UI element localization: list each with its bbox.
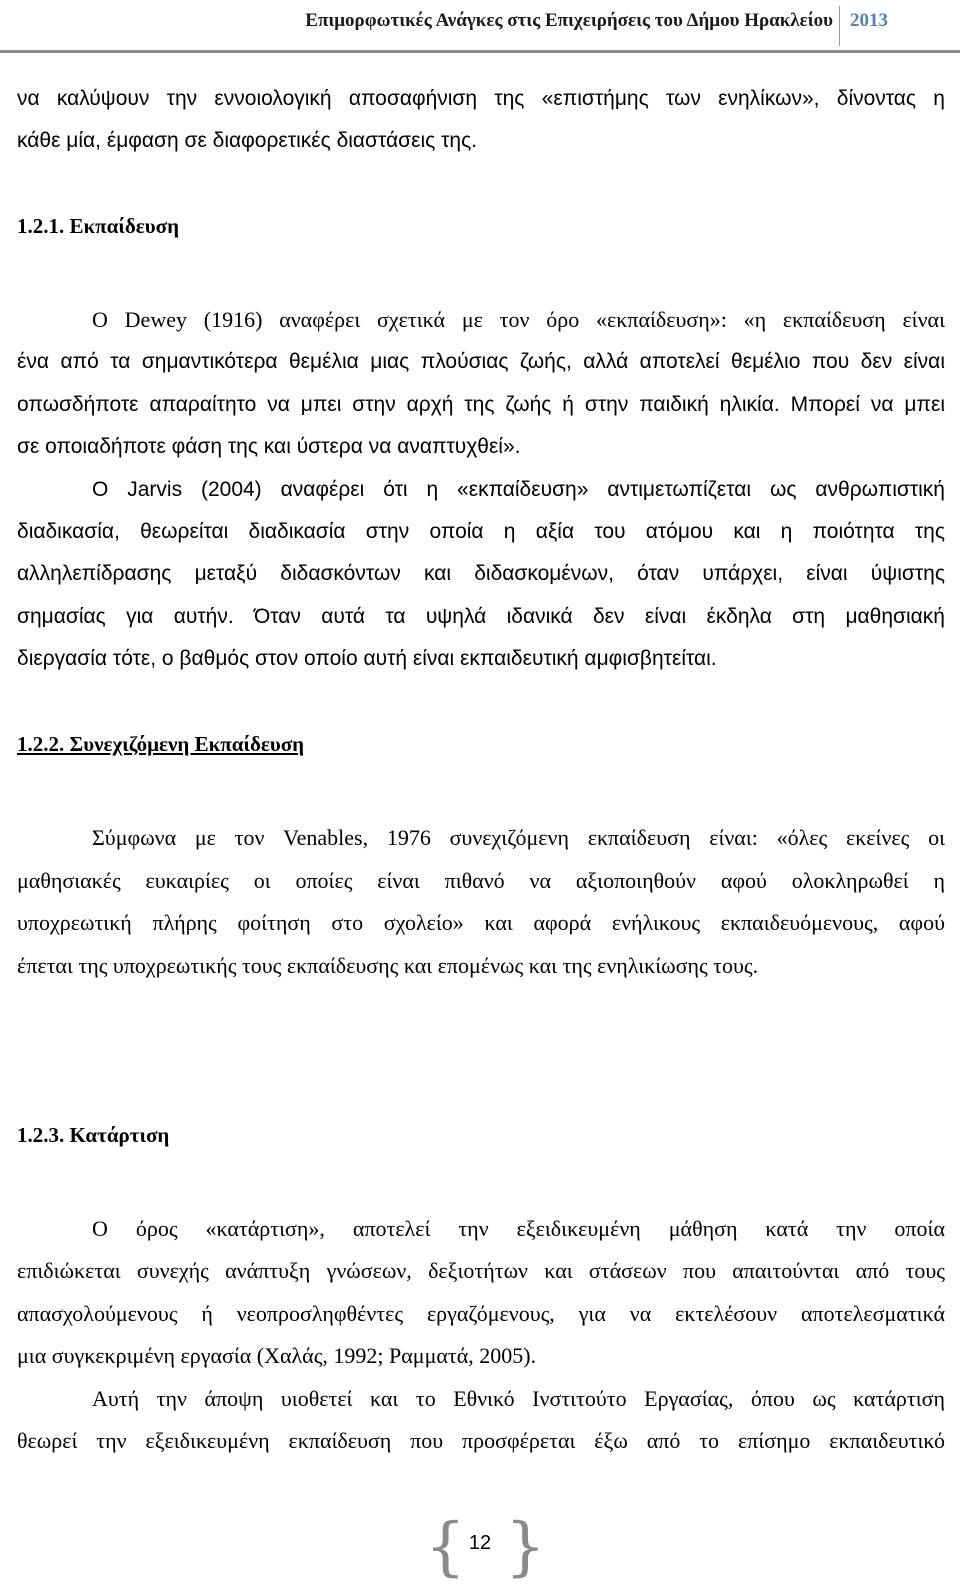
paragraph-line: διεργασία τότε, ο βαθμός στον οποίο αυτή είναι εκπαιδευτική αμφισβητείται. [17, 647, 717, 670]
page-number: 12 [468, 1532, 492, 1554]
paragraph-line: Ο όρος «κατάρτιση», αποτελεί την εξειδικευμένη μάθηση κατά την οποία [92, 1216, 945, 1241]
paragraph-line: Αυτή την άποψη υιοθετεί και το Εθνικό Ινστιτούτο Εργασίας, όπου ως κατάρτιση [92, 1386, 945, 1411]
paragraph-line: διαδικασία, θεωρείται διαδικασία στην οποία η αξία του ατόμου και η ποιότητα της [17, 520, 945, 543]
paragraph-line: σημασίας για αυτήν. Όταν αυτά τα υψηλά ιδανικά δεν είναι έκδηλα στη μαθησιακή [17, 605, 945, 628]
page-header [0, 0, 960, 50]
header-rule [0, 50, 960, 53]
paragraph-line: θεωρεί την εξειδικευμένη εκπαίδευση που προσφέρεται έξω από το επίσημο εκπαιδευτικό [17, 1428, 945, 1453]
paragraph-line: μια συγκεκριμένη εργασία (Χαλάς, 1992; Ραμματά, 2005). [17, 1343, 537, 1368]
paragraph-line: επιδιώκεται συνεχής ανάπτυξη γνώσεων, δεξιοτήτων και στάσεων που απαιτούνται από τους [17, 1258, 945, 1283]
paragraph-line: αλληλεπίδρασης μεταξύ διδασκόντων και διδασκομένων, όταν υπάρχει, είναι ύψιστης [17, 562, 945, 585]
paragraph-line: υποχρεωτική πλήρης φοίτηση στο σχολείο» και αφορά ενήλικους εκπαιδευόμενους, αφού [17, 910, 945, 935]
section-heading-1-2-2: 1.2.2. Συνεχιζόμενη Εκπαίδευση [17, 732, 305, 756]
header-title: Επιμορφωτικές Ανάγκες στις Επιχειρήσεις του Δήμου Ηρακλείου [305, 10, 833, 31]
paragraph-line: Ο Dewey (1916) αναφέρει σχετικά με τον όρο «εκπαίδευση»: «η εκπαίδευση είναι [92, 307, 945, 332]
left-brace-ornament: { [425, 1510, 466, 1584]
paragraph-line: Ο Jarvis (2004) αναφέρει ότι η «εκπαίδευση» αντιμετωπίζεται ως ανθρωπιστική [92, 478, 945, 501]
section-heading-1-2-1: 1.2.1. Εκπαίδευση [17, 214, 180, 238]
paragraph-line: μαθησιακές ευκαιρίες οι οποίες είναι πιθανό να αξιοποιηθούν αφού ολοκληρωθεί η [17, 868, 945, 893]
paragraph-line: σε οποιαδήποτε φάση της και ύστερα να αναπτυχθεί». [17, 435, 521, 458]
paragraph-line: έπεται της υποχρεωτικής τους εκπαίδευσης και επομένως και της ενηλικίωσης τους. [17, 953, 759, 978]
intro-line: να καλύψουν την εννοιολογική αποσαφήνιση της «επιστήμης των ενηλίκων», δίνοντας η [17, 87, 945, 110]
right-brace-ornament: } [505, 1510, 546, 1584]
paragraph-line: οπωσδήποτε απαραίτητο να μπει στην αρχή της ζωής ή στην παιδική ηλικία. Μπορεί να μπει [17, 393, 945, 416]
intro-line: κάθε μία, έμφαση σε διαφορετικές διαστάσεις της. [17, 129, 478, 152]
header-separator [839, 6, 840, 46]
paragraph-line: Σύμφωνα με τον Venables, 1976 συνεχιζόμενη εκπαίδευση είναι: «όλες εκείνες οι [92, 825, 945, 850]
paragraph-line: ένα από τα σημαντικότερα θεμέλια μιας πλούσιας ζωής, αλλά αποτελεί θεμέλιο που δεν είναι [17, 350, 945, 373]
header-year: 2013 [850, 10, 888, 31]
section-heading-1-2-3: 1.2.3. Κατάρτιση [17, 1123, 170, 1147]
paragraph-line: απασχολούμενους ή νεοπροσληφθέντες εργαζόμενους, για να εκτελέσουν αποτελεσματικά [17, 1301, 945, 1326]
